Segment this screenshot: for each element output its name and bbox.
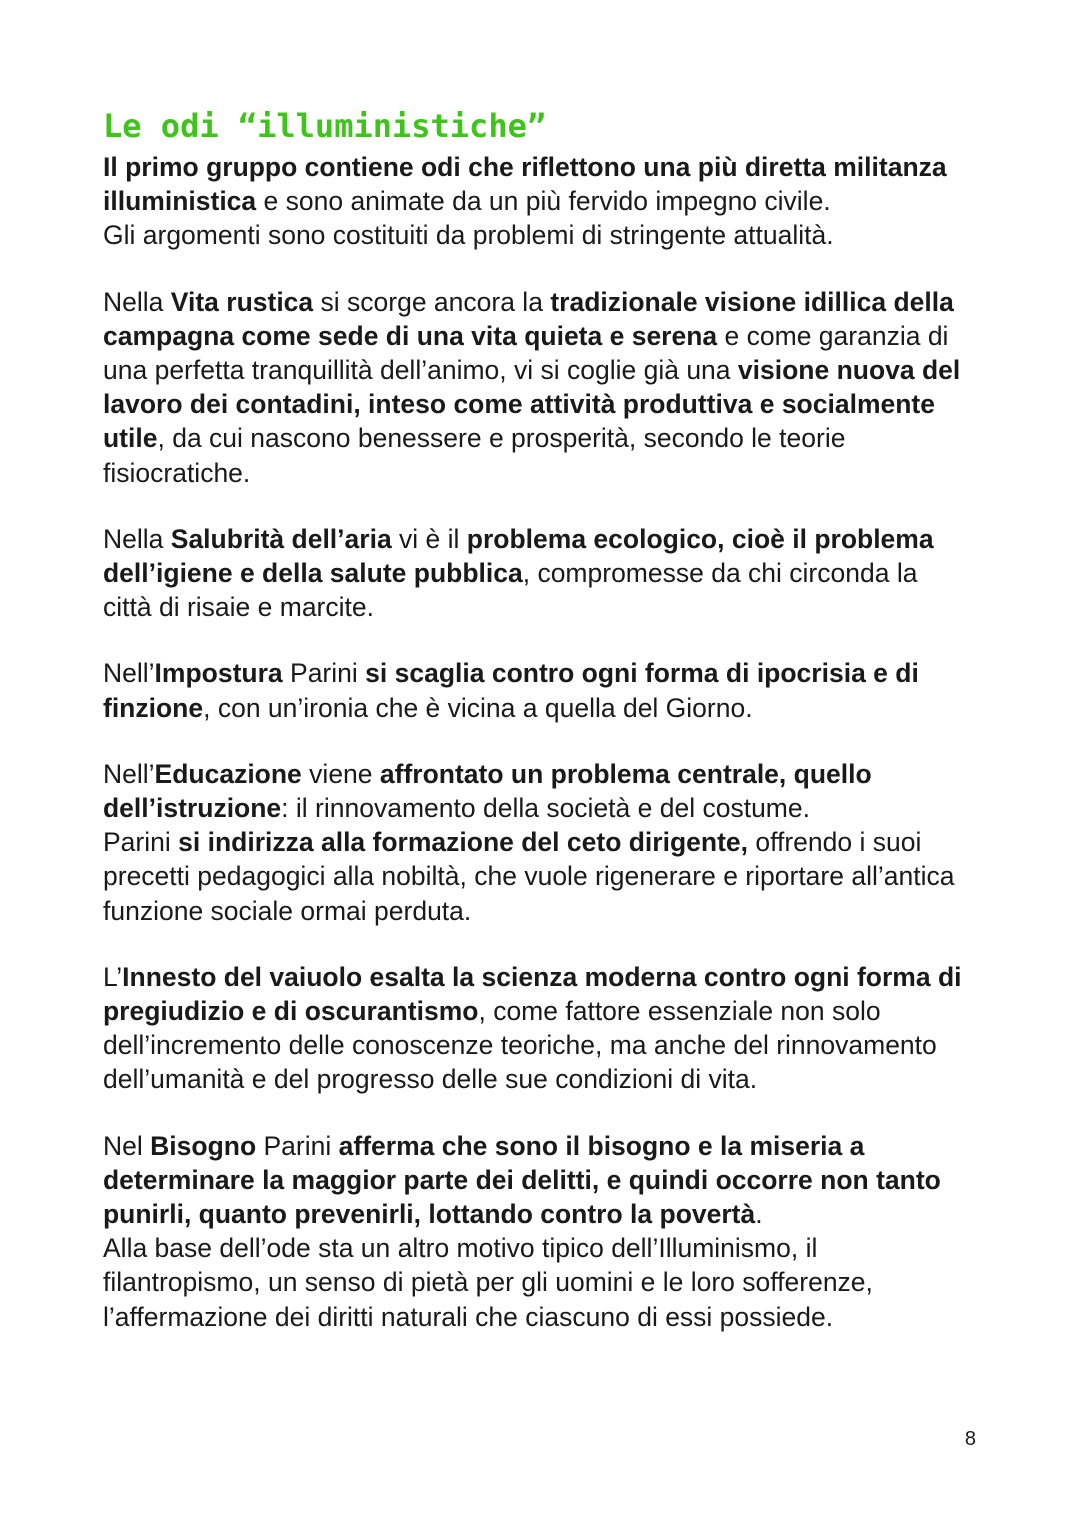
- text: Alla base dell’ode sta un altro motivo tipico dell’Illuminismo, il filantropismo, un senso di pietà per gli uomini e le loro sofferenze, l’affermazione dei diritti naturali che ciascuno di essi possiede.: [103, 1233, 873, 1332]
- bold-text: Bisogno: [150, 1130, 257, 1161]
- text: e come garanzia di una perfetta tranquillità dell’animo, vi si coglie già una: [103, 320, 949, 386]
- paragraph-vita-rustica: [103, 285, 973, 490]
- text: Nell’: [103, 658, 155, 689]
- text: , come fattore essenziale non solo dell’incremento delle conoscenze teoriche, ma anche del rinnovamento dell’umanità e del progresso delle sue condizioni di vita.: [103, 996, 937, 1095]
- bold-text: Educazione: [154, 758, 302, 789]
- bold-text: visione nuova del lavoro dei contadini, inteso come attività produttiva e socialmente utile: [103, 355, 961, 454]
- bold-text: si indirizza alla formazione del ceto dirigente,: [178, 827, 749, 858]
- text: vi è il: [391, 523, 467, 554]
- text: Nella: [103, 523, 171, 554]
- text: L’: [103, 961, 123, 992]
- paragraph-intro: [103, 150, 973, 253]
- bold-text: Impostura: [154, 658, 283, 689]
- text: e sono animate da un più fervido impegno civile.: [256, 186, 831, 217]
- bold-text: Innesto del vaiuolo esalta la scienza moderna contro ogni forma di pregiudizio e di oscurantismo: [103, 961, 962, 1027]
- text: Nell’: [103, 758, 155, 789]
- bold-text: tradizionale visione idillica della campagna come sede di una vita quieta e serena: [103, 286, 954, 351]
- paragraph-innesto-vaiuolo: [103, 960, 973, 1097]
- text: , da cui nascono benessere e prosperità, secondo le teorie fisiocratiche.: [103, 423, 846, 488]
- bold-text: Salubrità dell’aria: [170, 523, 392, 554]
- page-content: [103, 104, 973, 1366]
- bold-text: afferma che sono il bisogno e la miseria a determinare la maggior parte dei delitti, e quindi occorre non tanto punirli, quanto prevenirli, lottando contro la povertà: [103, 1130, 941, 1230]
- text: Nella: [103, 286, 171, 317]
- paragraph-educazione: [103, 757, 973, 928]
- text: Parini: [282, 658, 366, 689]
- paragraph-salubrita-aria: [103, 522, 973, 625]
- text: , compromesse da chi circonda la città di risaie e marcite.: [103, 558, 918, 623]
- text: Nel: [103, 1130, 151, 1161]
- bold-text: problema ecologico, cioè il problema dell’igiene e della salute pubblica: [103, 523, 934, 589]
- text: , con un’ironia che è vicina a quella del Giorno.: [203, 692, 753, 723]
- text: Gli argomenti sono costituiti da problemi di stringente attualità.: [103, 220, 834, 251]
- page-title: Le odi “illuministiche”: [103, 107, 547, 145]
- text: .: [755, 1199, 763, 1230]
- text: si scorge ancora la: [313, 286, 551, 317]
- text: Parini: [103, 827, 179, 858]
- page-number: 8: [964, 1428, 976, 1450]
- paragraph-impostura: [103, 656, 973, 724]
- text: offrendo i suoi precetti pedagogici alla nobiltà, che vuole rigenerare e riportare all’antica funzione sociale ormai perduta.: [103, 827, 955, 926]
- bold-text: Vita rustica: [170, 286, 314, 317]
- bold-text: affrontato un problema centrale, quello dell’istruzione: [103, 758, 872, 824]
- text: : il rinnovamento della società e del costume.: [281, 793, 810, 824]
- paragraph-list: [103, 150, 973, 1334]
- text: viene: [301, 758, 380, 789]
- bold-text: Il primo gruppo contiene odi che riflettono una più diretta militanza illuministica: [103, 152, 947, 217]
- text: Parini: [256, 1130, 339, 1161]
- paragraph-bisogno: [103, 1129, 973, 1334]
- bold-text: si scaglia contro ogni forma di ipocrisia e di finzione: [103, 658, 919, 723]
